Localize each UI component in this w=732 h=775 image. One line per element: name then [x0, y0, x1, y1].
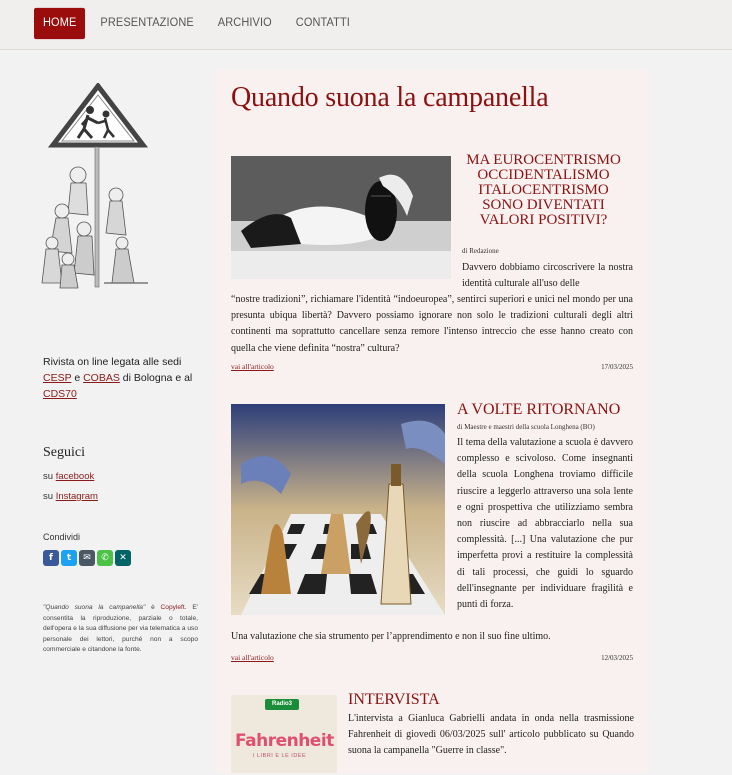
- follow-prefix: su: [43, 491, 56, 502]
- article-excerpt: L'intervista a Gianluca Gabrielli andata in onda nella trasmissione Fahrenheit di giovedì 06/03/2025 sull' articolo pubblicato su Quando suona la campanella "Guerre in classe".: [348, 713, 634, 757]
- copyleft-link[interactable]: Copyleft: [160, 604, 185, 611]
- article-title[interactable]: MA EUROCENTRISMO OCCIDENTALISMO ITALOCENTRISMO SONO DIVENTATI VALORI POSITIVI?: [466, 152, 621, 228]
- nav-home[interactable]: HOME: [34, 8, 85, 39]
- article-excerpt: Davvero dobbiamo circoscrivere la nostra identità culturale all'uso delle: [462, 262, 633, 290]
- xing-icon[interactable]: ✕: [115, 550, 131, 566]
- legal-text: . E' consentita la riproduzione, parziale o totale, dell'opera e la sua diffusione per via telematica a uso personale dei lettori, purché non a scopo commerciale e citandone la fonte.: [43, 604, 198, 653]
- main-content: [215, 70, 649, 773]
- article-excerpt-continued: Una valutazione che sia strumento per l’apprendimento e non il suo fine ultimo.: [231, 631, 551, 642]
- read-more-link[interactable]: vai all'articolo: [231, 653, 274, 662]
- article-image[interactable]: [231, 156, 451, 279]
- seguici-heading: Seguici: [43, 445, 85, 460]
- article-image[interactable]: [231, 404, 445, 615]
- article-byline: di Redazione: [462, 247, 499, 255]
- nav-contatti[interactable]: CONTATTI: [295, 16, 350, 30]
- facebook-icon[interactable]: f: [43, 550, 59, 566]
- link-cesp[interactable]: CESP: [43, 372, 72, 384]
- article-card: [231, 401, 633, 674]
- link-cobas[interactable]: COBAS: [83, 372, 120, 384]
- article-title[interactable]: INTERVISTA: [348, 691, 440, 708]
- article-excerpt: Il tema della valutazione a scuola è davvero complesso e scivoloso. Come insegnanti della scuola Longhena troviamo difficile riuscire a leggerlo attraverso una sola lente e ogni prospettiva che utilizziamo sembra non riuscire ad abbracciarlo nella sua complessità. [...] Una valutazione che pur imperfetta provi a restituire la complessità di tali processi, che guidi lo sguardo dell'insegnante per individuare fragilità e punti di forza.: [457, 437, 633, 611]
- follow-prefix: su: [43, 471, 56, 482]
- desc-and: e: [71, 372, 84, 384]
- site-description: [43, 354, 203, 402]
- article-card: [231, 691, 634, 775]
- instagram-link[interactable]: Instagram: [55, 491, 98, 502]
- nav-presentazione[interactable]: PRESENTAZIONE: [100, 16, 194, 30]
- legal-title: "Quando suona la campanella": [43, 604, 146, 611]
- main-nav: [34, 9, 365, 38]
- article-date: 17/03/2025: [601, 363, 633, 371]
- page-title: Quando suona la campanella: [231, 82, 549, 113]
- link-cds70[interactable]: CDS70: [43, 388, 77, 400]
- radio3-badge: Radio3: [265, 699, 299, 710]
- whatsapp-icon[interactable]: ✆: [97, 550, 113, 566]
- article-date: 12/03/2025: [601, 654, 633, 662]
- sidebar: [0, 51, 215, 773]
- article-card: [231, 152, 633, 386]
- top-navbar: [0, 0, 732, 50]
- twitter-icon[interactable]: t: [61, 550, 77, 566]
- nav-archivio[interactable]: ARCHIVIO: [217, 16, 272, 30]
- share-heading: Condividi: [43, 532, 81, 542]
- share-buttons: [43, 550, 131, 566]
- read-more-link[interactable]: vai all'articolo: [231, 362, 274, 371]
- desc-mid: di Bologna e al: [119, 372, 193, 384]
- article-byline: di Maestre e maestri della scuola Longhena (BO): [457, 423, 595, 431]
- article-excerpt-continued: “nostre tradizioni”, richiamare l'identità “indoeuropea”, sentirci superiori e unici nel mondo per una presunta ubiqua libertà? Davvero possiamo ignorare non solo le tradizioni culturali degli altri continenti ma soprattutto cancellare senza remore l'intenso intreccio che esse hanno creato con quella che viene definita “nostra” cultura?: [231, 294, 633, 354]
- copyleft-notice: [43, 603, 198, 656]
- email-icon[interactable]: ✉: [79, 550, 95, 566]
- follow-instagram: [43, 491, 98, 502]
- fahrenheit-subtitle: I LIBRI E LE IDEE: [253, 753, 307, 759]
- article-title[interactable]: A VOLTE RITORNANO: [457, 401, 621, 418]
- site-logo-illustration: [38, 83, 153, 293]
- article-image[interactable]: [231, 695, 337, 773]
- fahrenheit-logo: Fahrenheit: [235, 731, 334, 751]
- follow-facebook: [43, 471, 94, 482]
- desc-text: Rivista on line legata alle sedi: [43, 356, 182, 368]
- facebook-link[interactable]: facebook: [55, 471, 95, 482]
- legal-is: è: [145, 604, 161, 611]
